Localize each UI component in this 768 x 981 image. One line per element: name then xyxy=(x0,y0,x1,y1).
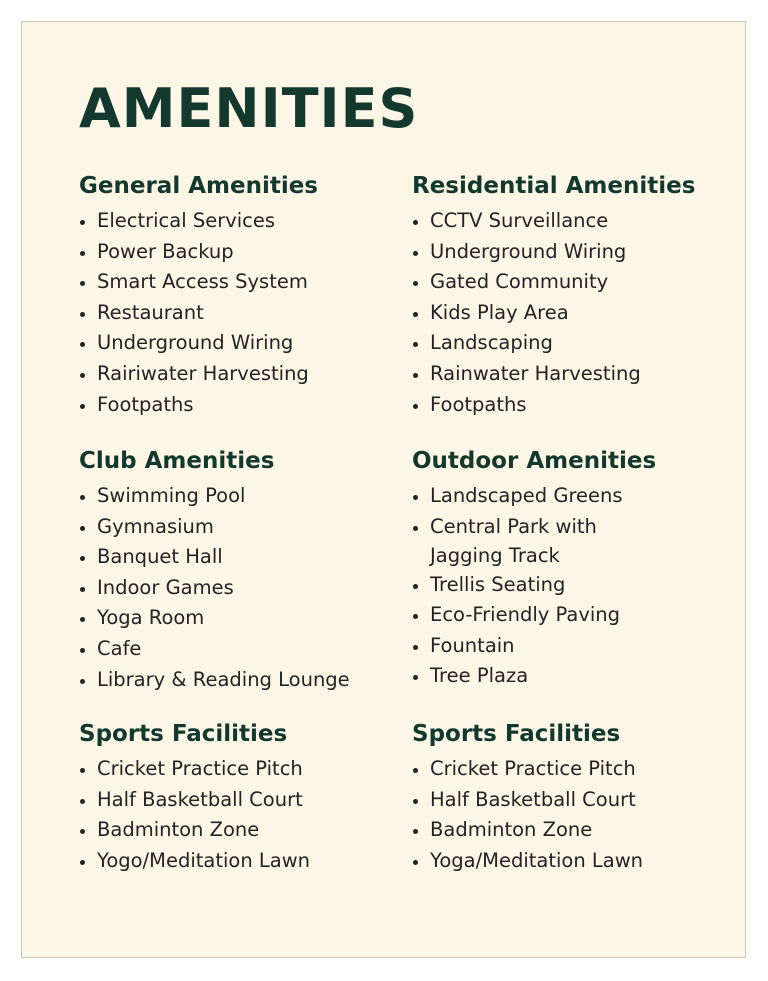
list-item: Half Basketball Court xyxy=(412,785,732,816)
list-item: Yoga Room xyxy=(79,603,399,634)
list-item: Landscaped Greens xyxy=(412,481,732,512)
list-item: Central Park with Jagging Track xyxy=(412,512,660,570)
general-amenities-section xyxy=(79,171,399,420)
section-heading: Outdoor Amenities xyxy=(412,448,657,474)
club-amenities-section xyxy=(79,446,399,695)
list-item: Restaurant xyxy=(79,298,399,329)
list-item: Tree Plaza xyxy=(412,661,732,692)
section-heading: Sports Facilities xyxy=(79,721,288,747)
list-item: Eco-Friendly Paving xyxy=(412,600,732,631)
list-item: Cricket Practice Pitch xyxy=(79,754,399,785)
amenity-list xyxy=(79,481,399,695)
residential-amenities-section xyxy=(412,171,732,420)
list-item: Smart Access System xyxy=(79,267,399,298)
amenity-list xyxy=(412,481,732,692)
list-item: Rainwater Harvesting xyxy=(412,359,732,390)
list-item: Cricket Practice Pitch xyxy=(412,754,732,785)
list-item: Rairiwater Harvesting xyxy=(79,359,399,390)
amenity-list xyxy=(412,206,732,420)
list-item: Indoor Games xyxy=(79,573,399,604)
amenities-card xyxy=(21,21,746,958)
list-item: Library & Reading Lounge xyxy=(79,665,399,696)
list-item: Fountain xyxy=(412,631,732,662)
list-item: Cafe xyxy=(79,634,399,665)
section-heading: Residential Amenities xyxy=(412,173,696,199)
section-heading: Sports Facilities xyxy=(412,721,621,747)
list-item: Power Backup xyxy=(79,237,399,268)
list-item: Banquet Hall xyxy=(79,542,399,573)
list-item: Underground Wiring xyxy=(412,237,732,268)
list-item: Trellis Seating xyxy=(412,570,732,601)
list-item: Badminton Zone xyxy=(79,815,399,846)
list-item: Landscaping xyxy=(412,328,732,359)
list-item: Kids Play Area xyxy=(412,298,732,329)
sports-facilities-section xyxy=(79,719,399,876)
list-item: Footpaths xyxy=(79,390,399,421)
list-item: Swimming Pool xyxy=(79,481,399,512)
sports-facilities-section-right xyxy=(412,719,732,876)
section-heading: General Amenities xyxy=(79,173,318,199)
amenity-list xyxy=(79,206,399,420)
list-item: Yogo/Meditation Lawn xyxy=(79,846,399,877)
amenity-list xyxy=(412,754,732,876)
list-item: Gymnasium xyxy=(79,512,399,543)
page-title: AMENITIES xyxy=(79,77,419,140)
list-item: Electrical Services xyxy=(79,206,399,237)
section-heading: Club Amenities xyxy=(79,448,275,474)
list-item: Underground Wiring xyxy=(79,328,399,359)
list-item: Badminton Zone xyxy=(412,815,732,846)
list-item: Half Basketball Court xyxy=(79,785,399,816)
amenity-list xyxy=(79,754,399,876)
outdoor-amenities-section xyxy=(412,446,732,692)
list-item: Footpaths xyxy=(412,390,732,421)
list-item: Yoga/Meditation Lawn xyxy=(412,846,732,877)
list-item: Gated Community xyxy=(412,267,732,298)
list-item: CCTV Surveillance xyxy=(412,206,732,237)
